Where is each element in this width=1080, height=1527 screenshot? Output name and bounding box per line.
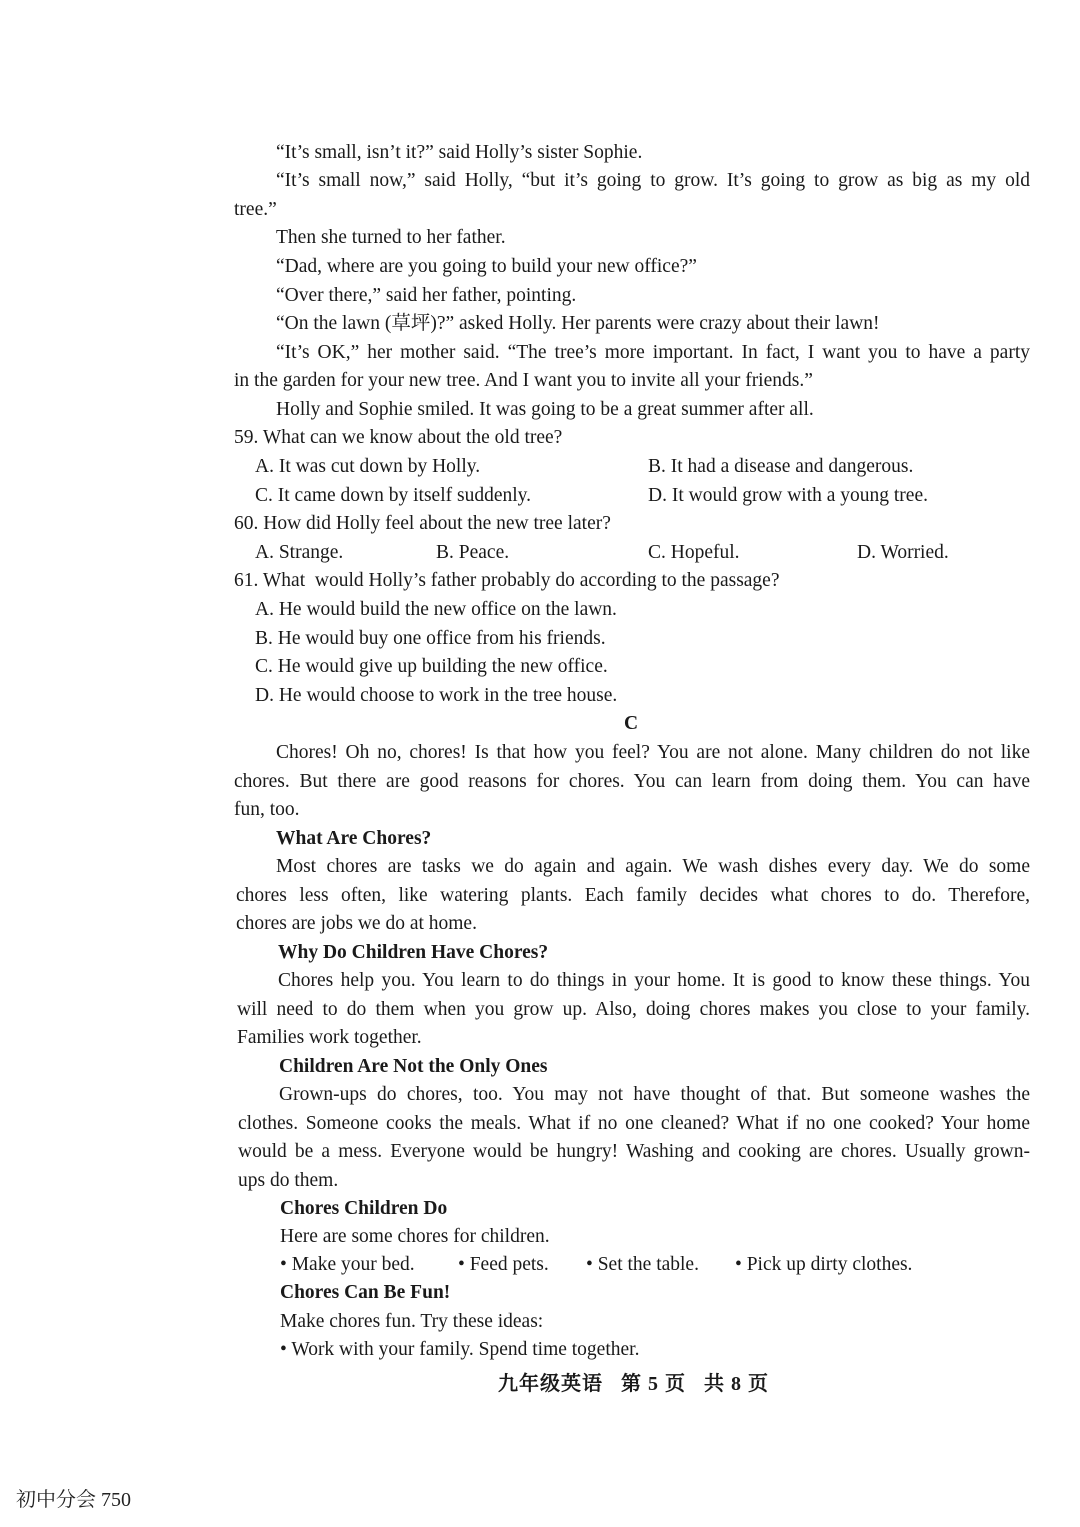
- section-heading: Why Do Children Have Chores?: [278, 942, 549, 963]
- answer-option: C. He would give up building the new office.: [255, 656, 608, 677]
- story-line: “On the lawn (草坪)?” asked Holly. Her parents were crazy about their lawn!: [276, 313, 880, 334]
- paragraph-line: Chores help you. You learn to do things in your home. It is good to know these things. You: [278, 970, 1030, 991]
- question-stem: 61. What would Holly’s father probably do according to the passage?: [234, 570, 780, 591]
- section-heading: Chores Can Be Fun!: [280, 1282, 451, 1303]
- paragraph-line: Families work together.: [237, 1027, 422, 1048]
- paragraph-line: will need to do them when you grow up. Also, doing chores makes you close to your family.: [237, 999, 1030, 1020]
- paragraph-line: Chores! Oh no, chores! Is that how you feel? You are not alone. Many children do not like: [276, 742, 1030, 763]
- answer-option: D. Worried.: [857, 542, 949, 563]
- bullet-item: • Set the table.: [586, 1254, 699, 1275]
- answer-option: A. He would build the new office on the lawn.: [255, 599, 617, 620]
- story-line: “Dad, where are you going to build your new office?”: [276, 256, 697, 277]
- story-line: “It’s OK,” her mother said. “The tree’s more important. In fact, I want you to have a party: [276, 342, 1030, 363]
- answer-option: A. It was cut down by Holly.: [255, 456, 481, 477]
- story-line: “It’s small, isn’t it?” said Holly’s sister Sophie.: [276, 142, 643, 163]
- paragraph-line: chores are jobs we do at home.: [236, 913, 477, 934]
- story-line: Then she turned to her father.: [276, 227, 506, 248]
- story-line: tree.”: [234, 199, 277, 220]
- question-stem: 60. How did Holly feel about the new tree later?: [234, 513, 611, 534]
- answer-option: C. Hopeful.: [648, 542, 740, 563]
- paragraph-line: Make chores fun. Try these ideas:: [280, 1311, 544, 1332]
- paragraph-line: fun, too.: [234, 799, 300, 820]
- paragraph-line: ups do them.: [238, 1170, 339, 1191]
- story-line: “It’s small now,” said Holly, “but it’s going to grow. It’s going to grow as big as my old: [276, 170, 1030, 191]
- corner-stamp: 初中分会 750: [16, 1489, 131, 1511]
- question-stem: 59. What can we know about the old tree?: [234, 427, 563, 448]
- paragraph-line: clothes. Someone cooks the meals. What if no one cleaned? What if no one cooked? Your home: [238, 1113, 1030, 1134]
- answer-option: B. Peace.: [436, 542, 510, 563]
- story-line: Holly and Sophie smiled. It was going to be a great summer after all.: [276, 399, 814, 420]
- section-letter: C: [624, 713, 639, 734]
- paragraph-line: Grown-ups do chores, too. You may not have thought of that. But someone washes the: [279, 1084, 1030, 1105]
- bullet-item: • Feed pets.: [458, 1254, 549, 1275]
- answer-option: B. He would buy one office from his friends.: [255, 628, 606, 649]
- answer-option: D. It would grow with a young tree.: [648, 485, 928, 506]
- story-line: “Over there,” said her father, pointing.: [276, 285, 577, 306]
- paragraph-line: Here are some chores for children.: [280, 1226, 550, 1247]
- paragraph-line: would be a mess. Everyone would be hungry! Washing and cooking are chores. Usually grown-: [238, 1141, 1030, 1162]
- bullet-item: • Work with your family. Spend time together.: [280, 1339, 640, 1360]
- story-line: in the garden for your new tree. And I want you to invite all your friends.”: [234, 370, 813, 391]
- answer-option: D. He would choose to work in the tree house.: [255, 685, 618, 706]
- section-heading: What Are Chores?: [276, 828, 432, 849]
- bullet-item: • Make your bed.: [280, 1254, 415, 1275]
- section-heading: Children Are Not the Only Ones: [279, 1056, 548, 1077]
- paragraph-line: chores. But there are good reasons for chores. You can learn from doing them. You can have: [234, 771, 1030, 792]
- answer-option: B. It had a disease and dangerous.: [648, 456, 914, 477]
- answer-option: A. Strange.: [255, 542, 344, 563]
- answer-option: C. It came down by itself suddenly.: [255, 485, 532, 506]
- page-footer: 九年级英语 第 5 页 共 8 页: [498, 1373, 769, 1395]
- paragraph-line: chores less often, like watering plants. Each family decides what chores to do. Therefore,: [236, 885, 1030, 906]
- bullet-item: • Pick up dirty clothes.: [735, 1254, 913, 1275]
- section-heading: Chores Children Do: [280, 1198, 448, 1219]
- paragraph-line: Most chores are tasks we do again and again. We wash dishes every day. We do some: [276, 856, 1030, 877]
